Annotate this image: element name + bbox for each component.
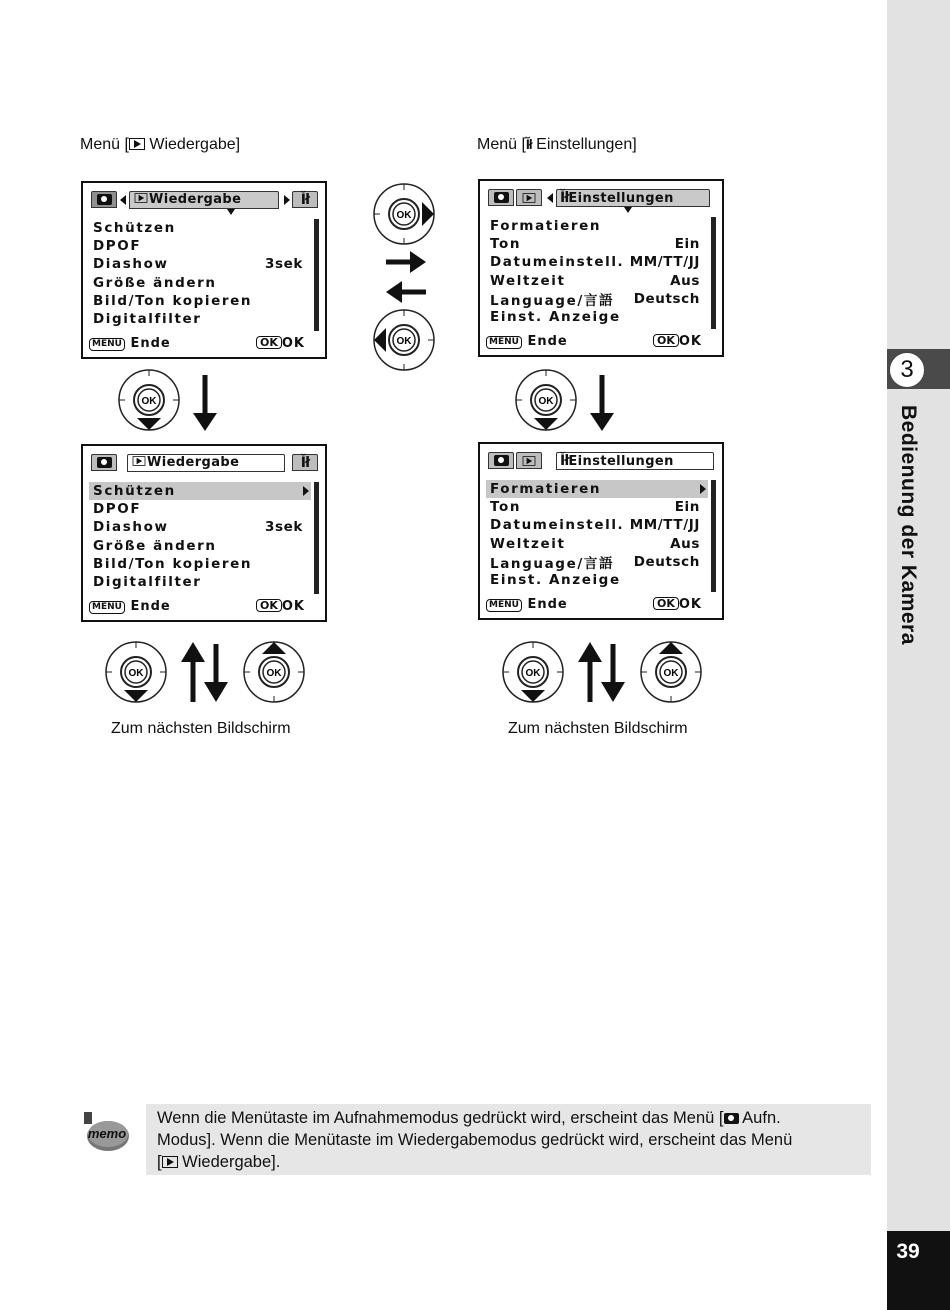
svg-text:memo: memo [87, 1126, 127, 1141]
scrollbar[interactable] [314, 219, 319, 331]
playback-tab: Wiedergabe [127, 454, 285, 472]
menu-item[interactable]: Diashow 3sek [93, 256, 303, 273]
menu-item[interactable]: Digitalfilter [93, 574, 202, 591]
navigation-arrows-icon [384, 248, 428, 308]
playback-icon [162, 1156, 178, 1168]
menu-item[interactable]: Datumeinstell. MM/TT/JJ [490, 254, 700, 271]
menu-item[interactable]: Formatieren [490, 218, 602, 235]
menu-item[interactable]: Größe ändern [93, 274, 217, 291]
menu-item[interactable]: Einst. Anzeige [490, 309, 621, 326]
menu-list [490, 217, 704, 326]
menu-item[interactable]: Datumeinstell. MM/TT/JJ [490, 517, 700, 534]
menu-item[interactable]: Größe ändern [93, 537, 217, 554]
submenu-arrow-icon [303, 486, 309, 496]
screen-footer: MENU Ende OK OK [486, 597, 702, 613]
playback-tab-icon [516, 189, 542, 206]
menu-item[interactable]: Bild/Ton kopieren [93, 555, 253, 572]
tab-left-arrow-icon [547, 193, 553, 203]
menu-item[interactable]: Digitalfilter [93, 311, 202, 328]
svg-text:OK: OK [266, 668, 282, 679]
menu-list [93, 219, 307, 328]
menu-key-badge: MENU [89, 338, 125, 351]
menu-list [93, 482, 307, 591]
menu-item[interactable]: Schützen [93, 220, 176, 237]
screen-settings-2 [478, 442, 724, 620]
camera-icon [724, 1113, 739, 1124]
menu-item-selected[interactable]: Schützen [89, 482, 311, 500]
dial-right-press-icon [372, 182, 436, 246]
up-down-arrows-icon [577, 640, 627, 706]
playback-icon [135, 193, 148, 203]
menu-item[interactable]: Diashow 3sek [93, 519, 303, 536]
menu-item[interactable]: Einst. Anzeige [490, 572, 621, 589]
svg-text:OK: OK [128, 668, 144, 679]
down-marker-icon [227, 209, 235, 215]
tab-right-arrow-icon [284, 195, 290, 205]
dial-up-press-icon [639, 640, 703, 704]
svg-text:OK: OK [538, 396, 554, 407]
camera-tab-icon [91, 191, 117, 208]
svg-text:OK: OK [396, 336, 412, 347]
svg-text:OK: OK [396, 210, 412, 221]
playback-icon [129, 138, 145, 150]
playback-icon [133, 456, 146, 466]
submenu-arrow-icon [700, 484, 706, 494]
ok-key-badge: OK [653, 334, 679, 347]
up-down-arrows-icon [180, 640, 230, 706]
screen-footer: MENU Ende OK OK [89, 336, 305, 352]
screen-settings-1 [478, 179, 724, 357]
screen-playback-1 [81, 181, 327, 359]
svg-text:OK: OK [141, 396, 157, 407]
menu-list [490, 480, 704, 589]
screen-footer: MENU Ende OK OK [486, 334, 702, 350]
chapter-sidebar [887, 0, 950, 1310]
down-marker-icon [624, 207, 632, 213]
caption-next-screen: Zum nächsten Bildschirm [111, 720, 291, 737]
menu-item[interactable]: Weltzeit Aus [490, 272, 700, 289]
menu-item[interactable]: DPOF [93, 501, 142, 518]
scrollbar[interactable] [314, 482, 319, 594]
dial-down-press-icon [104, 640, 168, 704]
menu-item[interactable]: Ton Ein [490, 499, 700, 516]
menu-item[interactable]: Language/言語 Deutsch [490, 290, 700, 309]
heading-settings-menu: Menü [Ĭł Einstellungen] [477, 136, 637, 153]
chapter-number: 3 [889, 352, 925, 388]
chapter-title: Bedienung der Kamera [897, 405, 920, 645]
menu-key-badge: MENU [89, 601, 125, 614]
page-number: 39 [896, 1240, 920, 1263]
dial-left-press-icon [372, 308, 436, 372]
settings-tab-icon: Ĭł [292, 191, 318, 208]
memo-text: Wenn die Menütaste im Aufnahmemodus gedrückt wird, erscheint das Menü [ Aufn. Modus]. Wenn die Menütaste im Wiedergabemodus gedrückt wird, erscheint das Menü [ Wiedergabe]. [157, 1109, 793, 1171]
dial-down-press-icon [501, 640, 565, 704]
menu-item-selected[interactable]: Formatieren [486, 480, 708, 498]
svg-text:OK: OK [663, 668, 679, 679]
dial-down-press-icon [117, 368, 181, 432]
down-arrow-icon [589, 375, 615, 433]
dial-down-press-icon [514, 368, 578, 432]
camera-tab-icon [488, 452, 514, 469]
playback-tab: Wiedergabe [129, 191, 279, 209]
scrollbar[interactable] [711, 480, 716, 592]
settings-tab: ĬłEinstellungen [556, 452, 714, 470]
ok-key-badge: OK [256, 336, 282, 349]
menu-item[interactable]: Language/言語 Deutsch [490, 553, 700, 572]
menu-key-badge: MENU [486, 336, 522, 349]
memo-icon [80, 1108, 130, 1154]
screen-playback-2 [81, 444, 327, 622]
menu-item[interactable]: Ton Ein [490, 236, 700, 253]
heading-playback-menu: Menü [ Wiedergabe] [80, 136, 241, 153]
menu-item[interactable]: DPOF [93, 238, 142, 255]
playback-tab-icon [516, 452, 542, 469]
tab-left-arrow-icon [120, 195, 126, 205]
scrollbar[interactable] [711, 217, 716, 329]
ok-key-badge: OK [256, 599, 282, 612]
dial-up-press-icon [242, 640, 306, 704]
down-arrow-icon [192, 375, 218, 433]
camera-tab-icon [488, 189, 514, 206]
settings-tab-icon: Ĭł [292, 454, 318, 471]
settings-icon: Ĭł [525, 136, 532, 152]
menu-key-badge: MENU [486, 599, 522, 612]
menu-item[interactable]: Weltzeit Aus [490, 535, 700, 552]
screen-footer: MENU Ende OK OK [89, 599, 305, 615]
ok-key-badge: OK [653, 597, 679, 610]
camera-tab-icon [91, 454, 117, 471]
svg-text:OK: OK [525, 668, 541, 679]
caption-next-screen: Zum nächsten Bildschirm [508, 720, 688, 737]
settings-tab: ĬłEinstellungen [556, 189, 710, 207]
menu-item[interactable]: Bild/Ton kopieren [93, 292, 253, 309]
